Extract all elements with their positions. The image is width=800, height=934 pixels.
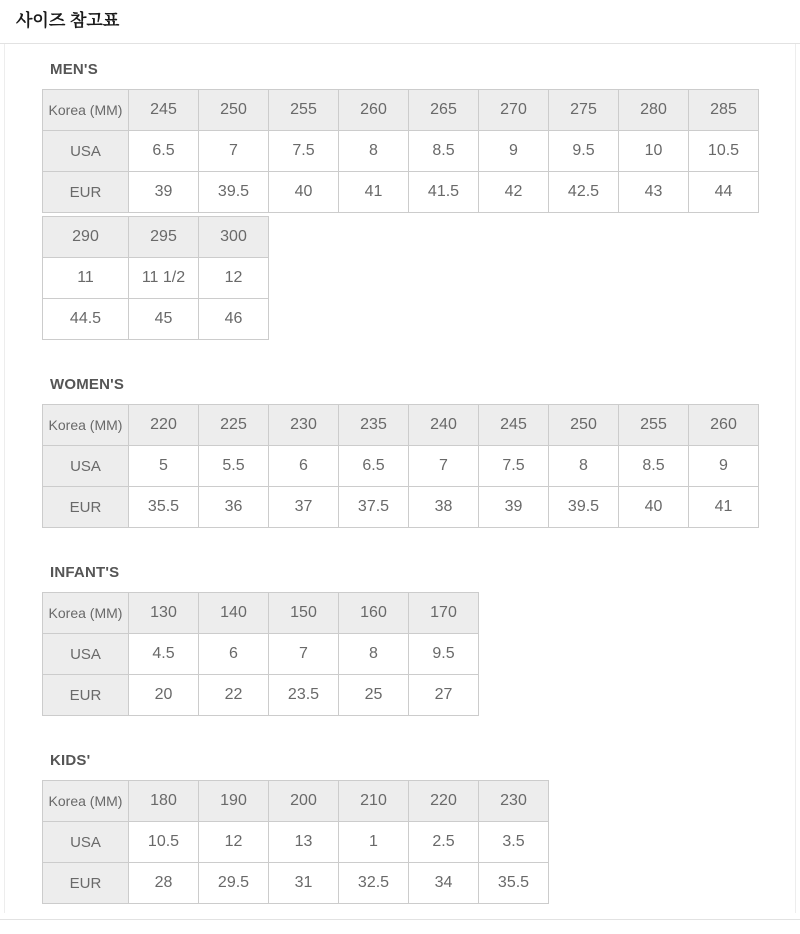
size-value-cell: 9.5 <box>409 634 479 675</box>
size-section-infants <box>42 565 795 716</box>
page-header <box>0 0 800 43</box>
size-value-cell: 44 <box>689 172 759 213</box>
size-mm-cell: 290 <box>43 217 129 258</box>
size-value-cell: 23.5 <box>269 675 339 716</box>
size-mm-cell: 270 <box>479 90 549 131</box>
size-value-cell: 41 <box>689 487 759 528</box>
size-value-cell: 35.5 <box>129 487 199 528</box>
size-value-cell: 6.5 <box>339 446 409 487</box>
size-value-cell: 22 <box>199 675 269 716</box>
size-value-cell: 5.5 <box>199 446 269 487</box>
row-label-cell: USA <box>43 822 129 863</box>
size-section-mens <box>42 62 795 340</box>
size-mm-cell: 220 <box>409 781 479 822</box>
size-value-cell: 9 <box>479 131 549 172</box>
size-mm-cell: 300 <box>199 217 269 258</box>
size-mm-cell: 180 <box>129 781 199 822</box>
size-mm-cell: 245 <box>129 90 199 131</box>
size-table <box>42 404 759 528</box>
size-value-cell: 9 <box>689 446 759 487</box>
bottom-rule <box>0 919 800 920</box>
size-mm-cell: 280 <box>619 90 689 131</box>
table-row <box>43 299 269 340</box>
size-value-cell: 31 <box>269 863 339 904</box>
size-mm-cell: 220 <box>129 405 199 446</box>
table-row <box>43 675 479 716</box>
korea-mm-header-cell: Korea (MM) <box>43 405 129 446</box>
size-value-cell: 36 <box>199 487 269 528</box>
row-label-cell: EUR <box>43 172 129 213</box>
section-heading: WOMEN'S <box>50 376 125 393</box>
row-label-cell: EUR <box>43 863 129 904</box>
size-value-cell: 7.5 <box>269 131 339 172</box>
size-mm-cell: 235 <box>339 405 409 446</box>
table-row <box>43 446 759 487</box>
size-value-cell: 45 <box>129 299 199 340</box>
row-label-cell: EUR <box>43 487 129 528</box>
section-heading: INFANT'S <box>50 564 120 581</box>
size-mm-cell: 210 <box>339 781 409 822</box>
size-value-cell: 32.5 <box>339 863 409 904</box>
size-mm-cell: 285 <box>689 90 759 131</box>
size-value-cell: 37.5 <box>339 487 409 528</box>
size-value-cell: 29.5 <box>199 863 269 904</box>
size-value-cell: 7 <box>409 446 479 487</box>
table-header-row <box>43 781 549 822</box>
size-table <box>42 89 759 213</box>
size-value-cell: 42.5 <box>549 172 619 213</box>
size-value-cell: 10.5 <box>129 822 199 863</box>
size-value-cell: 7 <box>269 634 339 675</box>
size-value-cell: 6 <box>269 446 339 487</box>
size-value-cell: 25 <box>339 675 409 716</box>
table-row <box>43 487 759 528</box>
size-value-cell: 34 <box>409 863 479 904</box>
size-value-cell: 42 <box>479 172 549 213</box>
table-header-row <box>43 217 269 258</box>
size-mm-cell: 200 <box>269 781 339 822</box>
page-title: 사이즈 참고표 <box>16 11 120 30</box>
size-value-cell: 5 <box>129 446 199 487</box>
size-value-cell: 41.5 <box>409 172 479 213</box>
row-label-cell: USA <box>43 131 129 172</box>
table-row <box>43 172 759 213</box>
size-value-cell: 27 <box>409 675 479 716</box>
size-mm-cell: 230 <box>479 781 549 822</box>
size-chart-panel <box>4 44 796 913</box>
table-header-row <box>43 593 479 634</box>
size-section-womens <box>42 377 795 528</box>
row-label-cell: USA <box>43 446 129 487</box>
size-value-cell: 7.5 <box>479 446 549 487</box>
size-value-cell: 28 <box>129 863 199 904</box>
table-row <box>43 822 549 863</box>
size-mm-cell: 230 <box>269 405 339 446</box>
table-row <box>43 863 549 904</box>
size-value-cell: 9.5 <box>549 131 619 172</box>
table-row <box>43 258 269 299</box>
size-table <box>42 592 479 716</box>
size-mm-cell: 190 <box>199 781 269 822</box>
table-row <box>43 634 479 675</box>
row-label-cell: EUR <box>43 675 129 716</box>
size-mm-cell: 170 <box>409 593 479 634</box>
size-value-cell: 39 <box>479 487 549 528</box>
size-value-cell: 41 <box>339 172 409 213</box>
size-value-cell: 12 <box>199 258 269 299</box>
size-mm-cell: 255 <box>619 405 689 446</box>
size-value-cell: 8.5 <box>619 446 689 487</box>
size-value-cell: 37 <box>269 487 339 528</box>
size-mm-cell: 260 <box>339 90 409 131</box>
size-mm-cell: 250 <box>199 90 269 131</box>
size-value-cell: 7 <box>199 131 269 172</box>
size-mm-cell: 295 <box>129 217 199 258</box>
size-value-cell: 10 <box>619 131 689 172</box>
size-mm-cell: 130 <box>129 593 199 634</box>
table-header-row <box>43 405 759 446</box>
size-value-cell: 40 <box>269 172 339 213</box>
size-table <box>42 780 549 904</box>
section-heading: KIDS' <box>50 752 91 769</box>
size-value-cell: 44.5 <box>43 299 129 340</box>
size-section-kids <box>42 753 795 904</box>
size-value-cell: 6 <box>199 634 269 675</box>
size-value-cell: 39.5 <box>549 487 619 528</box>
size-value-cell: 43 <box>619 172 689 213</box>
size-value-cell: 10.5 <box>689 131 759 172</box>
size-value-cell: 40 <box>619 487 689 528</box>
size-mm-cell: 265 <box>409 90 479 131</box>
size-mm-cell: 275 <box>549 90 619 131</box>
size-value-cell: 38 <box>409 487 479 528</box>
size-value-cell: 11 <box>43 258 129 299</box>
size-value-cell: 3.5 <box>479 822 549 863</box>
size-value-cell: 46 <box>199 299 269 340</box>
size-mm-cell: 240 <box>409 405 479 446</box>
size-value-cell: 8 <box>549 446 619 487</box>
size-value-cell: 11 1/2 <box>129 258 199 299</box>
size-value-cell: 8 <box>339 634 409 675</box>
size-mm-cell: 225 <box>199 405 269 446</box>
size-table <box>42 216 269 340</box>
size-value-cell: 8 <box>339 131 409 172</box>
korea-mm-header-cell: Korea (MM) <box>43 593 129 634</box>
size-value-cell: 35.5 <box>479 863 549 904</box>
size-value-cell: 12 <box>199 822 269 863</box>
size-mm-cell: 255 <box>269 90 339 131</box>
size-value-cell: 39 <box>129 172 199 213</box>
size-value-cell: 20 <box>129 675 199 716</box>
table-header-row <box>43 90 759 131</box>
row-label-cell: USA <box>43 634 129 675</box>
korea-mm-header-cell: Korea (MM) <box>43 781 129 822</box>
section-heading: MEN'S <box>50 61 98 78</box>
size-mm-cell: 140 <box>199 593 269 634</box>
size-mm-cell: 250 <box>549 405 619 446</box>
size-value-cell: 4.5 <box>129 634 199 675</box>
size-mm-cell: 160 <box>339 593 409 634</box>
korea-mm-header-cell: Korea (MM) <box>43 90 129 131</box>
size-value-cell: 39.5 <box>199 172 269 213</box>
size-mm-cell: 260 <box>689 405 759 446</box>
size-value-cell: 2.5 <box>409 822 479 863</box>
size-value-cell: 13 <box>269 822 339 863</box>
size-mm-cell: 150 <box>269 593 339 634</box>
size-value-cell: 6.5 <box>129 131 199 172</box>
size-value-cell: 8.5 <box>409 131 479 172</box>
size-mm-cell: 245 <box>479 405 549 446</box>
table-row <box>43 131 759 172</box>
size-value-cell: 1 <box>339 822 409 863</box>
